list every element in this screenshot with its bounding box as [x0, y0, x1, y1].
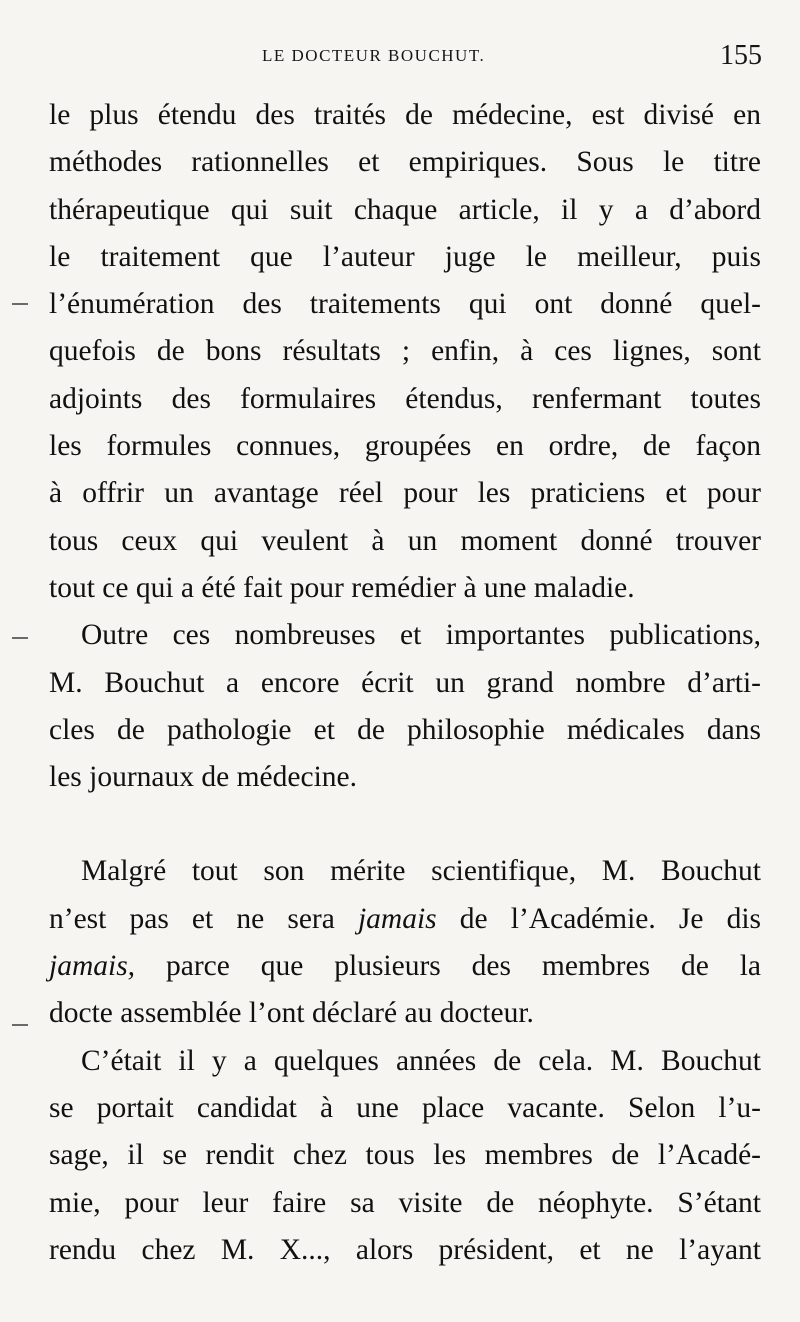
text-line: se portait candidat à une place vacante. Selon l’u-: [49, 1091, 761, 1124]
text-line-with-italic: [49, 896, 761, 943]
text-line: à offrir un avantage réel pour les praticiens et pour: [49, 477, 761, 510]
text-line: sage, il se rendit chez tous les membres de l’Acadé-: [49, 1139, 761, 1172]
body-text: [49, 92, 761, 1274]
text-segment: parce que plusieurs des membres de la: [165, 950, 762, 983]
paragraph-start-line: Malgré tout son mérite scientifique, M. Bouchut: [81, 855, 761, 888]
text-line: thérapeutique qui suit chaque article, il y a d’abord: [49, 193, 761, 226]
text-segment: n’est pas et ne sera: [49, 902, 335, 935]
text-line: quefois de bons résultats ; enfin, à ces lignes, sont: [49, 335, 761, 368]
page-number: 155: [720, 40, 762, 71]
italic-word: jamais: [357, 902, 437, 935]
margin-mark: [12, 303, 28, 305]
paragraph-start-line: Outre ces nombreuses et importantes publications,: [81, 619, 761, 652]
text-line: docte assemblée l’ont déclaré au docteur.: [49, 997, 534, 1030]
text-line: rendu chez M. X..., alors président, et ne l’ayant: [49, 1233, 761, 1266]
italic-word: jamais,: [49, 950, 136, 983]
text-line-with-italic: [49, 943, 761, 990]
text-segment: de l’Académie. Je dis: [459, 902, 762, 935]
margin-mark: [12, 1024, 28, 1026]
running-title: LE DOCTEUR BOUCHUT.: [262, 46, 486, 65]
text-line: l’énumération des traitements qui ont donné quel-: [49, 288, 761, 321]
text-line: tout ce qui a été fait pour remédier à une maladie.: [49, 571, 635, 604]
text-line: adjoints des formulaires étendus, renfermant toutes: [49, 382, 761, 415]
text-line: les formules connues, groupées en ordre, de façon: [49, 430, 761, 463]
paragraph-start-line: C’était il y a quelques années de cela. M. Bouchut: [81, 1044, 761, 1077]
text-line: tous ceux qui veulent à un moment donné trouver: [49, 524, 761, 557]
margin-mark: [12, 637, 28, 639]
page-header: [0, 40, 800, 80]
paragraph-gap: [49, 801, 761, 848]
text-line: le traitement que l’auteur juge le meilleur, puis: [49, 240, 761, 273]
text-line: cles de pathologie et de philosophie médicales dans: [49, 713, 761, 746]
text-line: méthodes rationnelles et empiriques. Sous le titre: [49, 146, 761, 179]
text-line: les journaux de médecine.: [49, 761, 357, 794]
text-line: mie, pour leur faire sa visite de néophyte. S’étant: [49, 1186, 761, 1219]
text-line: le plus étendu des traités de médecine, est divisé en: [49, 99, 761, 131]
text-line: M. Bouchut a encore écrit un grand nombre d’arti-: [49, 666, 761, 699]
